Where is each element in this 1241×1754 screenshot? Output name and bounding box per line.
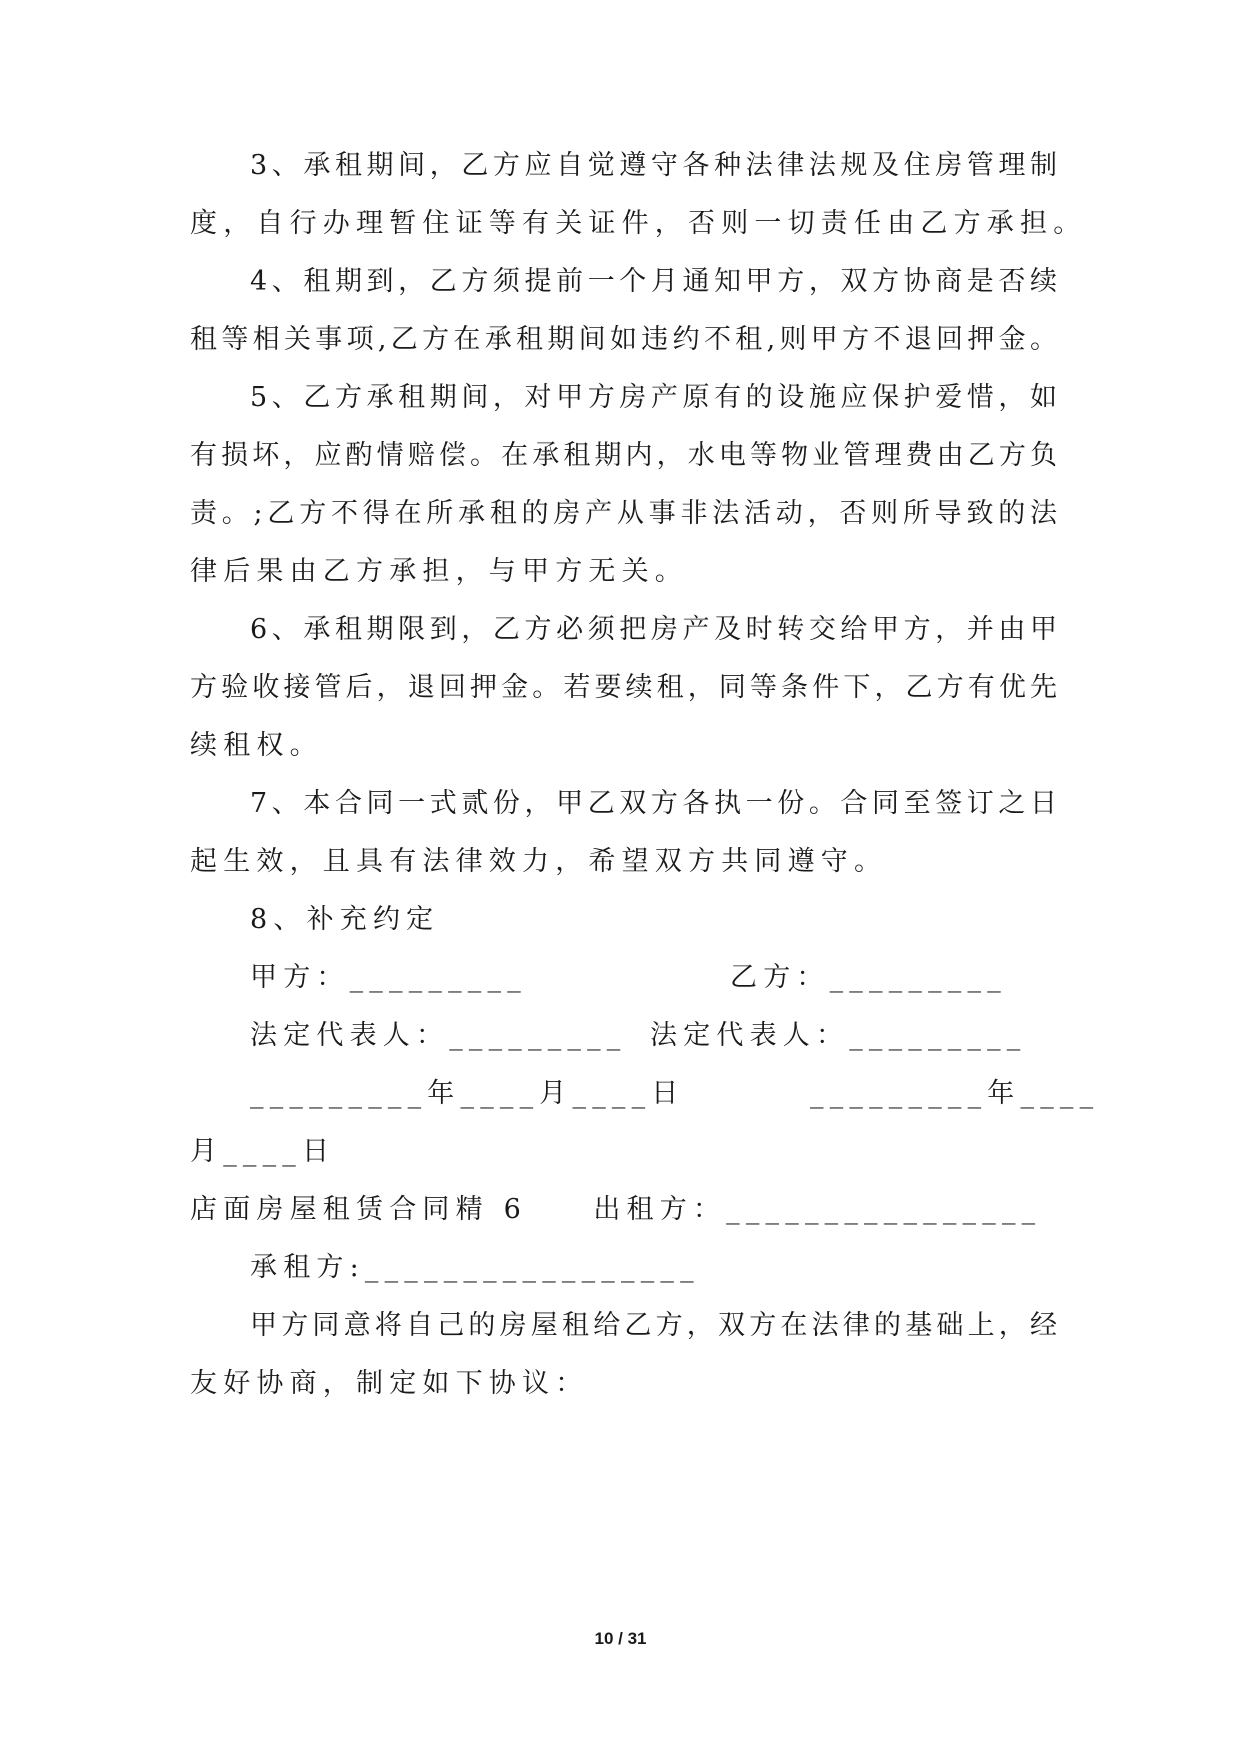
next-contract-title: 店面房屋租赁合同精 6 出租方：________________	[190, 1194, 1042, 1225]
intro-line-2: 友好协商，制定如下协议：	[190, 1368, 589, 1399]
party-a-date: _________年____月____日	[250, 1078, 685, 1109]
party-b-date-part-1: _________年____	[810, 1078, 1100, 1109]
clause-4-line-1: 4、租期到，乙方须提前一个月通知甲方，双方协商是否续	[250, 266, 1057, 297]
clause-5-line-3: 责。;乙方不得在所承租的房产从事非法活动，否则所导致的法	[190, 498, 1057, 529]
party-b-representative: 法定代表人：_________	[650, 1020, 1027, 1051]
clause-6-line-2: 方验收接管后，退回押金。若要续租，同等条件下，乙方有优先	[190, 672, 1057, 703]
party-a-signature: 甲方：_________	[250, 962, 527, 993]
party-a-representative: 法定代表人：_________	[250, 1020, 627, 1051]
clause-5-line-4: 律后果由乙方承担，与甲方无关。	[190, 556, 688, 587]
clause-8: 8、补充约定	[250, 904, 440, 935]
lessee-line: 承租方:_________________	[250, 1252, 700, 1283]
clause-6-line-3: 续租权。	[190, 730, 323, 761]
clause-5-line-1: 5、乙方承租期间，对甲方房产原有的设施应保护爱惜，如	[250, 382, 1057, 413]
clause-4-line-2: 租等相关事项,乙方在承租期间如违约不租,则甲方不退回押金。	[190, 324, 1057, 355]
clause-3-line-2: 度，自行办理暂住证等有关证件，否则一切责任由乙方承担。	[190, 208, 1087, 239]
clause-6-line-1: 6、承租期限到，乙方必须把房产及时转交给甲方，并由甲	[250, 614, 1057, 645]
party-b-signature: 乙方：_________	[730, 962, 1007, 993]
clause-7-line-1: 7、本合同一式贰份，甲乙双方各执一份。合同至签订之日	[250, 788, 1057, 819]
intro-line-1: 甲方同意将自己的房屋租给乙方，双方在法律的基础上，经	[250, 1310, 1057, 1341]
page-number: 10 / 31	[594, 1629, 647, 1648]
party-b-date-part-2: 月____日	[190, 1136, 336, 1167]
clause-5-line-2: 有损坏，应酌情赔偿。在承租期内，水电等物业管理费由乙方负	[190, 440, 1057, 471]
clause-7-line-2: 起生效，且具有法律效力，希望双方共同遵守。	[190, 846, 888, 877]
clause-3-line-1: 3、承租期间，乙方应自觉遵守各种法律法规及住房管理制	[250, 150, 1057, 181]
